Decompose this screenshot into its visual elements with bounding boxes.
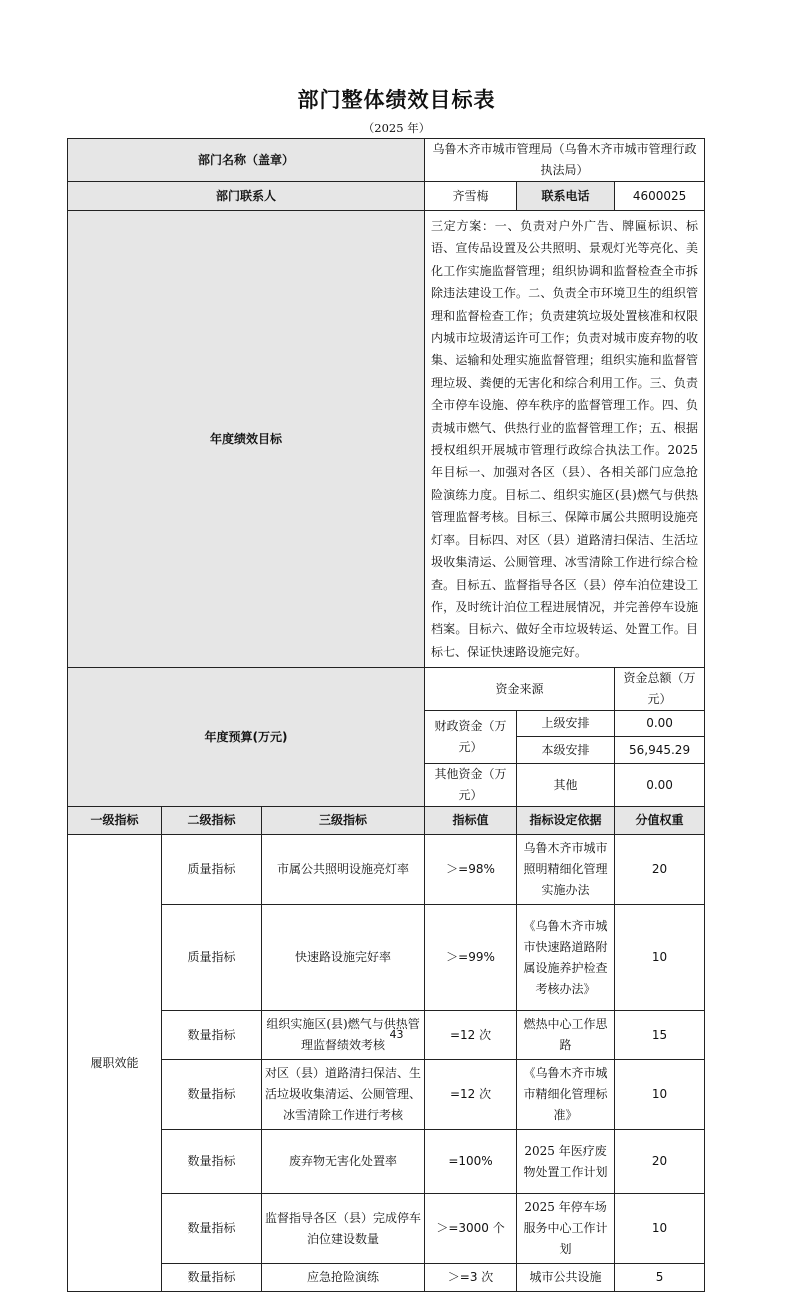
dept-name-row (68, 139, 705, 182)
budget-source-header: 资金来源 (425, 668, 615, 711)
level3-indicator: 监督指导各区（县）完成停车泊位建设数量 (262, 1194, 425, 1264)
level2-indicator: 数量指标 (162, 1264, 262, 1292)
budget-label: 年度预算(万元) (68, 668, 425, 807)
indicator-row (68, 1130, 705, 1194)
page-title: 部门整体绩效目标表 (297, 88, 496, 112)
level2-indicator: 数量指标 (162, 1011, 262, 1060)
level2-indicator: 数量指标 (162, 1194, 262, 1264)
contact-row (68, 182, 705, 211)
fiscal-label: 财政资金（万元） (425, 711, 517, 764)
level2-indicator: 数量指标 (162, 1060, 262, 1130)
page-number: 43 (389, 1028, 404, 1041)
level2-indicator: 质量指标 (162, 835, 262, 905)
indicator-header-row (68, 807, 705, 835)
indicator-value: ＞=3000 个 (425, 1194, 517, 1264)
indicator-basis: 乌鲁木齐市城市照明精细化管理实施办法 (517, 835, 615, 905)
phone-label: 联系电话 (517, 182, 615, 211)
indicator-row (68, 905, 705, 1011)
indicator-value: ＞=99% (425, 905, 517, 1011)
indicator-weight: 10 (615, 1060, 705, 1130)
header-level2: 二级指标 (162, 807, 262, 835)
indicator-weight: 15 (615, 1011, 705, 1060)
indicator-value: =12 次 (425, 1060, 517, 1130)
budget-header-row (68, 668, 705, 711)
header-level3: 三级指标 (262, 807, 425, 835)
indicator-weight: 10 (615, 905, 705, 1011)
other-value: 0.00 (615, 764, 705, 807)
contact-value: 齐雪梅 (425, 182, 517, 211)
indicator-row (68, 835, 705, 905)
indicator-basis: 2025 年停车场服务中心工作计划 (517, 1194, 615, 1264)
upper-label: 上级安排 (517, 711, 615, 737)
dept-name-value: 乌鲁木齐市城市管理局（乌鲁木齐市城市管理行政执法局） (425, 139, 705, 182)
year-subtitle: （2025 年） (362, 121, 431, 135)
indicator-value: ＞=98% (425, 835, 517, 905)
level3-indicator: 对区（县）道路清扫保洁、生活垃圾收集清运、公厕管理、冰雪清除工作进行考核 (262, 1060, 425, 1130)
level2-indicator: 数量指标 (162, 1130, 262, 1194)
other-label: 其他资金（万元） (425, 764, 517, 807)
upper-value: 0.00 (615, 711, 705, 737)
header-weight: 分值权重 (615, 807, 705, 835)
level3-indicator: 组织实施区(县)燃气与供热管理监督绩效考核 (262, 1011, 425, 1060)
local-label: 本级安排 (517, 737, 615, 764)
level1-indicator: 履职效能 (68, 835, 162, 1292)
header-basis: 指标设定依据 (517, 807, 615, 835)
indicator-weight: 20 (615, 1130, 705, 1194)
indicator-basis: 《乌鲁木齐市城市精细化管理标准》 (517, 1060, 615, 1130)
other-sub-label: 其他 (517, 764, 615, 807)
level3-indicator: 废弃物无害化处置率 (262, 1130, 425, 1194)
contact-label: 部门联系人 (68, 182, 425, 211)
level3-indicator: 市属公共照明设施亮灯率 (262, 835, 425, 905)
indicator-weight: 20 (615, 835, 705, 905)
indicator-weight: 10 (615, 1194, 705, 1264)
local-value: 56,945.29 (615, 737, 705, 764)
indicator-row (68, 1060, 705, 1130)
goals-text: 三定方案：一、负责对户外广告、牌匾标识、标语、宣传品设置及公共照明、景观灯光等亮化、美化工作实施监督管理；组织协调和监督检查全市拆除违法建设工作。二、负责全市环境卫生的组织管理和监督检查工作；负责建筑垃圾处置核准和权限内城市垃圾清运许可工作；负责对城市废弃物的收集、运输和处理实施监督管理；组织实施和监督管理垃圾、粪便的无害化和综合利用工作。三、负责全市停车设施、停车秩序的监督管理工作。四、负责城市燃气、供热行业的监督管理工作；五、根据授权组织开展城市管理行政综合执法工作。2025 年目标一、加强对各区（县）、各相关部门应急抢险演练力度。目标二、组织实施区(县)燃气与供热管理监督考核。目标三、保障市属公共照明设施亮灯率。目标四、对区（县）道路清扫保洁、生活垃圾收集清运、公厕管理、冰雪清除工作进行综合检查。目标五、监督指导各区（县）停车泊位建设工作，及时统计泊位工程进展情况，并完善停车设施档案。目标六、做好全市垃圾转运、处置工作。目标七、保证快速路设施完好。 (425, 211, 705, 668)
indicator-basis: 燃热中心工作思路 (517, 1011, 615, 1060)
header-value: 指标值 (425, 807, 517, 835)
header-level1: 一级指标 (68, 807, 162, 835)
indicator-value: ＞=3 次 (425, 1264, 517, 1292)
indicator-row (68, 1264, 705, 1292)
indicator-basis: 《乌鲁木齐市城市快速路道路附属设施养护检查考核办法》 (517, 905, 615, 1011)
performance-table (67, 138, 705, 1292)
indicator-value: =100% (425, 1130, 517, 1194)
goals-label: 年度绩效目标 (68, 211, 425, 668)
indicator-weight: 5 (615, 1264, 705, 1292)
goals-row (68, 211, 705, 668)
level2-indicator: 质量指标 (162, 905, 262, 1011)
dept-name-label: 部门名称（盖章） (68, 139, 425, 182)
budget-total-header: 资金总额（万元） (615, 668, 705, 711)
phone-value: 4600025 (615, 182, 705, 211)
indicator-value: =12 次 (425, 1011, 517, 1060)
level3-indicator: 快速路设施完好率 (262, 905, 425, 1011)
indicator-basis: 2025 年医疗废物处置工作计划 (517, 1130, 615, 1194)
indicator-row (68, 1194, 705, 1264)
indicator-basis: 城市公共设施 (517, 1264, 615, 1292)
level3-indicator: 应急抢险演练 (262, 1264, 425, 1292)
